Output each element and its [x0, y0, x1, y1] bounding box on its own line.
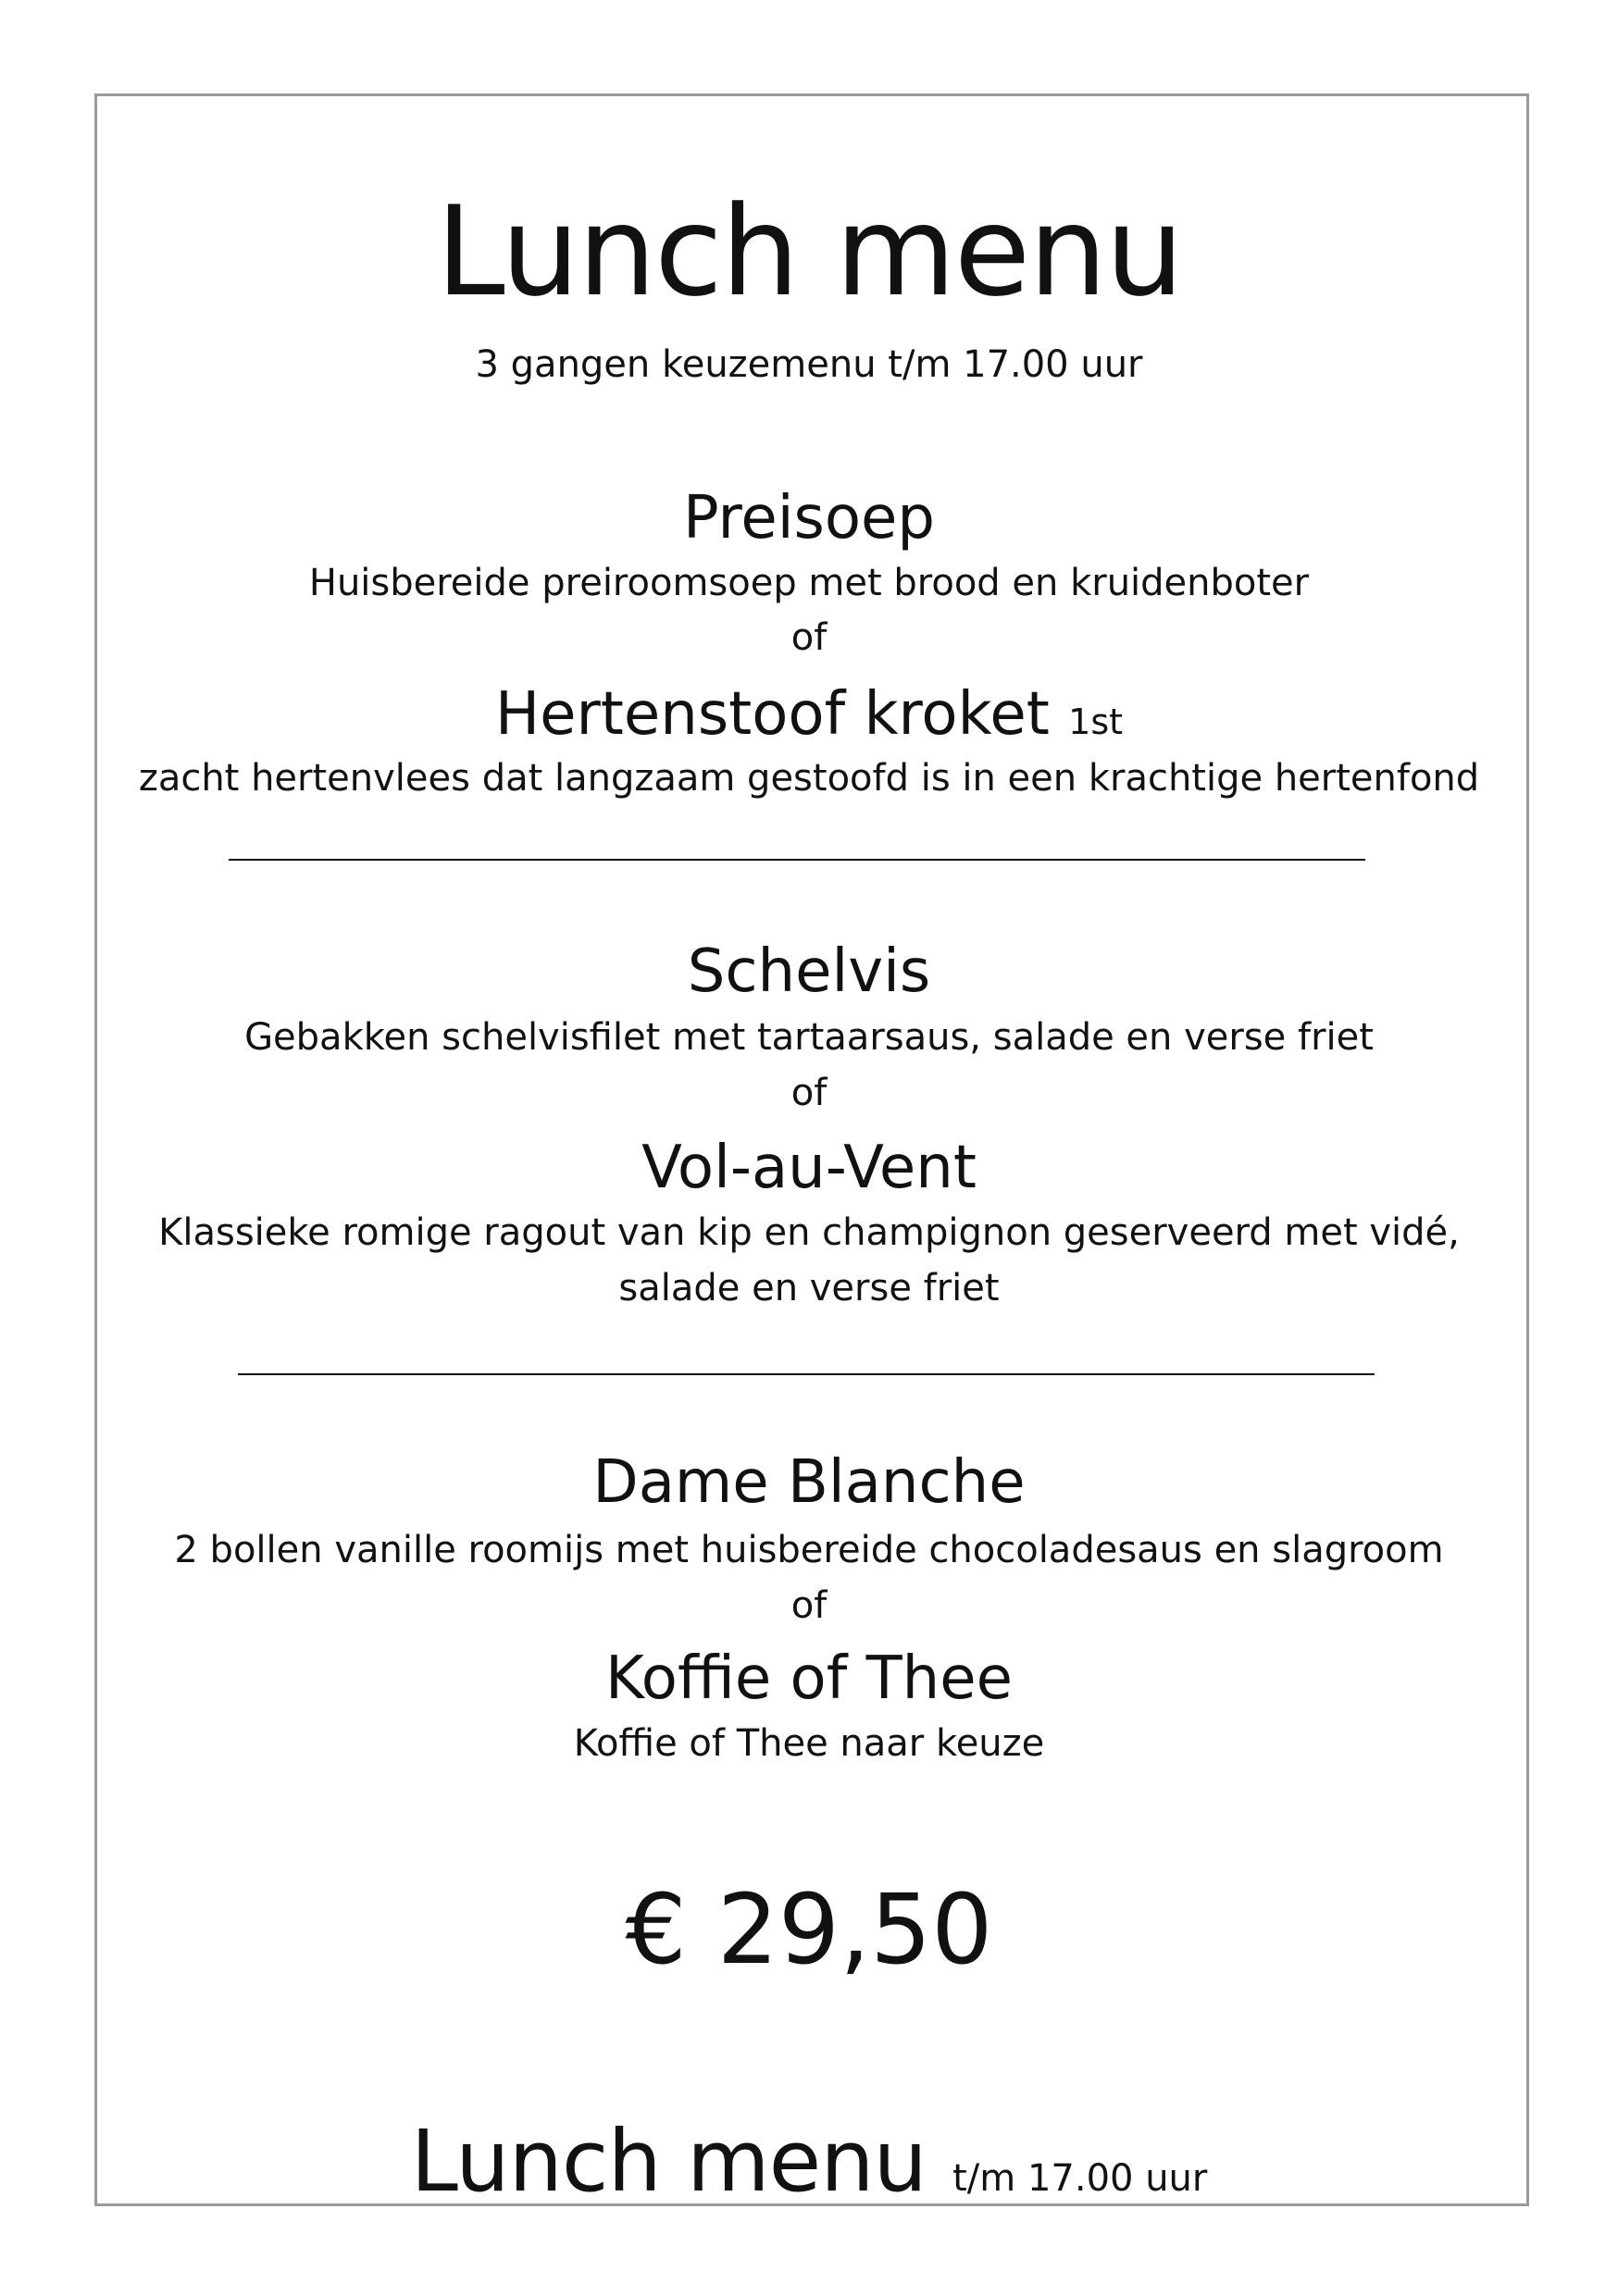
menu-subtitle: 3 gangen keuzemenu t/m 17.00 uur [475, 343, 1143, 386]
dish-name-koffie-of-thee: Koffie of Thee [605, 1644, 1013, 1713]
dish-description-hertenstoof-kroket: zacht hertenvlees dat langzaam gestoofd is in een krachtige hertenfond [138, 757, 1480, 800]
course-3-or-separator: of [790, 1584, 828, 1627]
menu-title: Lunch menu [435, 180, 1183, 324]
dish-name-vol-au-vent: Vol-au-Vent [641, 1134, 977, 1202]
dish-description-schelvis: Gebakken schelvisfilet met tartaarsaus, salade en verse friet [244, 1016, 1374, 1059]
dish-description-koffie-of-thee: Koffie of Thee naar keuze [573, 1722, 1045, 1765]
dish-name-hertenstoof-kroket [0, 680, 1618, 749]
dish-description-vol-au-vent-line1: Klassieke romige ragout van kip en champignon geserveerd met vidé, [158, 1211, 1460, 1254]
course-1-or-separator: of [790, 616, 828, 659]
dish-description-dame-blanche: 2 bollen vanille roomijs met huisbereide chocoladesaus en slagroom [174, 1529, 1444, 1571]
dish-quantity: 1st [1068, 701, 1124, 742]
footer-suffix: t/m 17.00 uur [952, 2157, 1208, 2200]
dish-name-schelvis: Schelvis [687, 937, 931, 1006]
dish-description-vol-au-vent-line2: salade en verse friet [618, 1267, 1000, 1309]
footer-title [0, 2112, 1618, 2211]
course-2-or-separator: of [790, 1072, 828, 1114]
dish-name-preisoep: Preisoep [682, 484, 936, 552]
menu-price: € 29,50 [625, 1873, 993, 1986]
footer-title-text: Lunch menu [410, 2112, 927, 2211]
course-divider-2 [238, 1373, 1375, 1375]
course-divider-1 [229, 859, 1365, 861]
dish-description-preisoep: Huisbereide preiroomsoep met brood en kruidenboter [308, 562, 1310, 604]
dish-name-dame-blanche: Dame Blanche [592, 1448, 1026, 1517]
dish-name-text: Hertenstoof kroket [494, 680, 1050, 749]
